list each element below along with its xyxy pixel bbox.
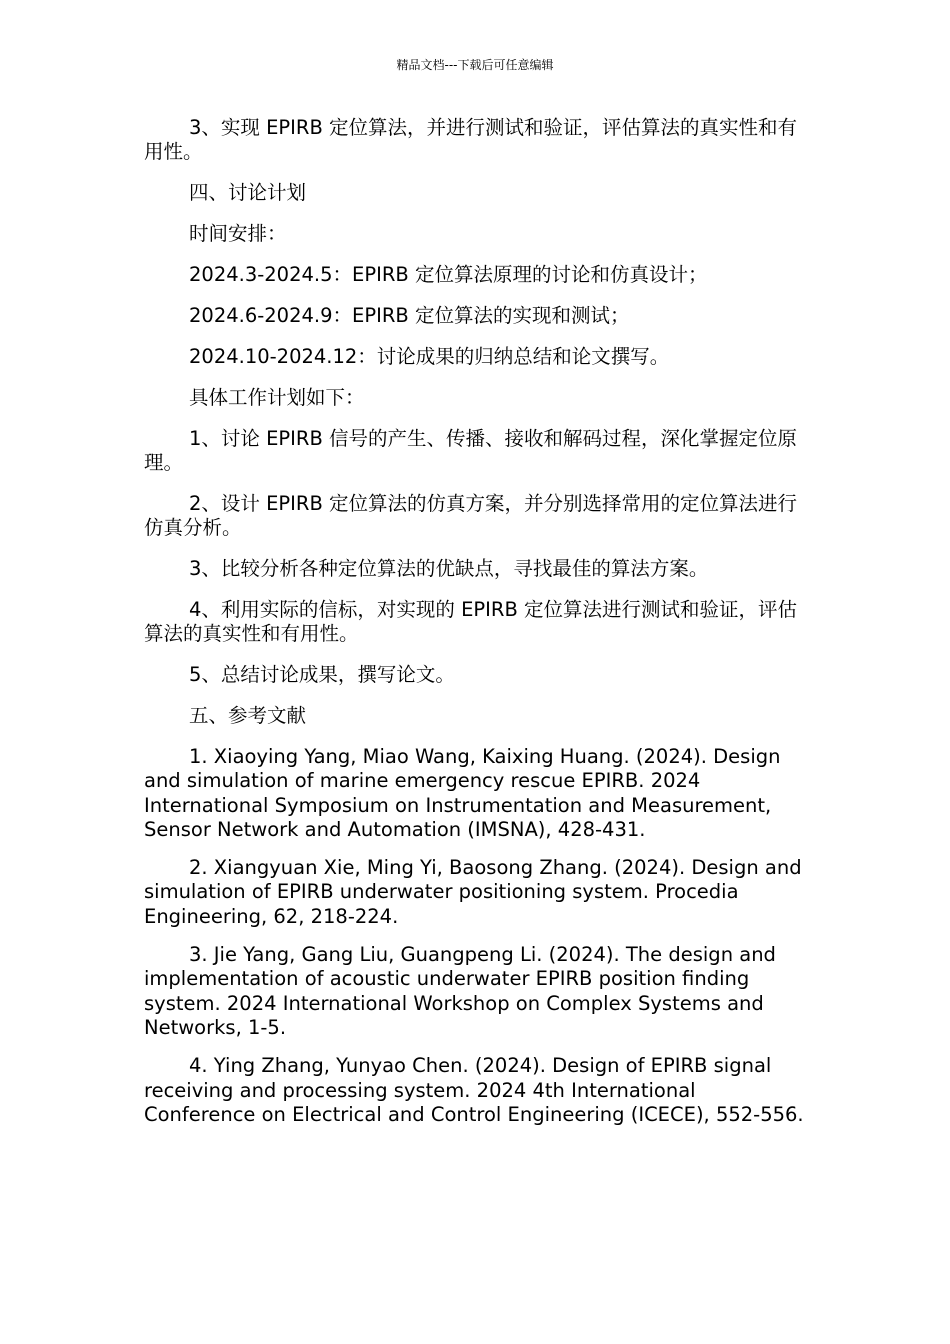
document-body [144,116,806,1141]
work-plan-item: 4、利用实际的信标，对实现的 EPIRB 定位算法进行测试和验证，评估算法的真实性和有用性。 [144,598,798,645]
work-plan-item: 5、总结讨论成果，撰写论文。 [189,663,455,686]
reference-item: 4. Ying Zhang, Yunyao Chen. (2024). Design of EPIRB signal receiving and processing system. 2024 4th International Conference on Electrical and Control Engineering (ICECE), 552-556. [144,1054,804,1126]
reference-item: 2. Xiangyuan Xie, Ming Yi, Baosong Zhang. (2024). Design and simulation of EPIRB underwater positioning system. Procedia Engineering, 62, 218-224. [144,856,802,928]
objective-item-3: 3、实现 EPIRB 定位算法，并进行测试和验证，评估算法的真实性和有用性。 [144,116,798,163]
reference-item: 1. Xiaoying Yang, Miao Wang, Kaixing Huang. (2024). Design and simulation of marine emergency rescue EPIRB. 2024 International Symposium on Instrumentation and Measurement, Sensor Network and Automation (IMSNA), 428-431. [144,745,781,841]
page-header: 精品文档---下载后可任意编辑 [396,58,554,72]
schedule-item: 2024.10-2024.12：讨论成果的归纳总结和论文撰写。 [189,345,670,368]
schedule-label: 时间安排： [189,222,287,245]
schedule-item: 2024.3-2024.5：EPIRB 定位算法原理的讨论和仿真设计； [189,263,708,286]
work-plan-label: 具体工作计划如下： [189,386,365,409]
work-plan-item: 2、设计 EPIRB 定位算法的仿真方案，并分别选择常用的定位算法进行仿真分析。 [144,492,798,539]
work-plan-item: 3、比较分析各种定位算法的优缺点，寻找最佳的算法方案。 [189,557,709,580]
section-heading-references: 五、参考文献 [189,704,307,727]
section-heading-research-plan: 四、讨论计划 [189,181,307,204]
work-plan-item: 1、讨论 EPIRB 信号的产生、传播、接收和解码过程，深化掌握定位原理。 [144,427,798,474]
schedule-item: 2024.6-2024.9：EPIRB 定位算法的实现和测试； [189,304,630,327]
reference-item: 3. Jie Yang, Gang Liu, Guangpeng Li. (2024). The design and implementation of acoustic underwater EPIRB position finding system. 2024 International Workshop on Complex Systems and Networks, 1-5. [144,943,776,1039]
